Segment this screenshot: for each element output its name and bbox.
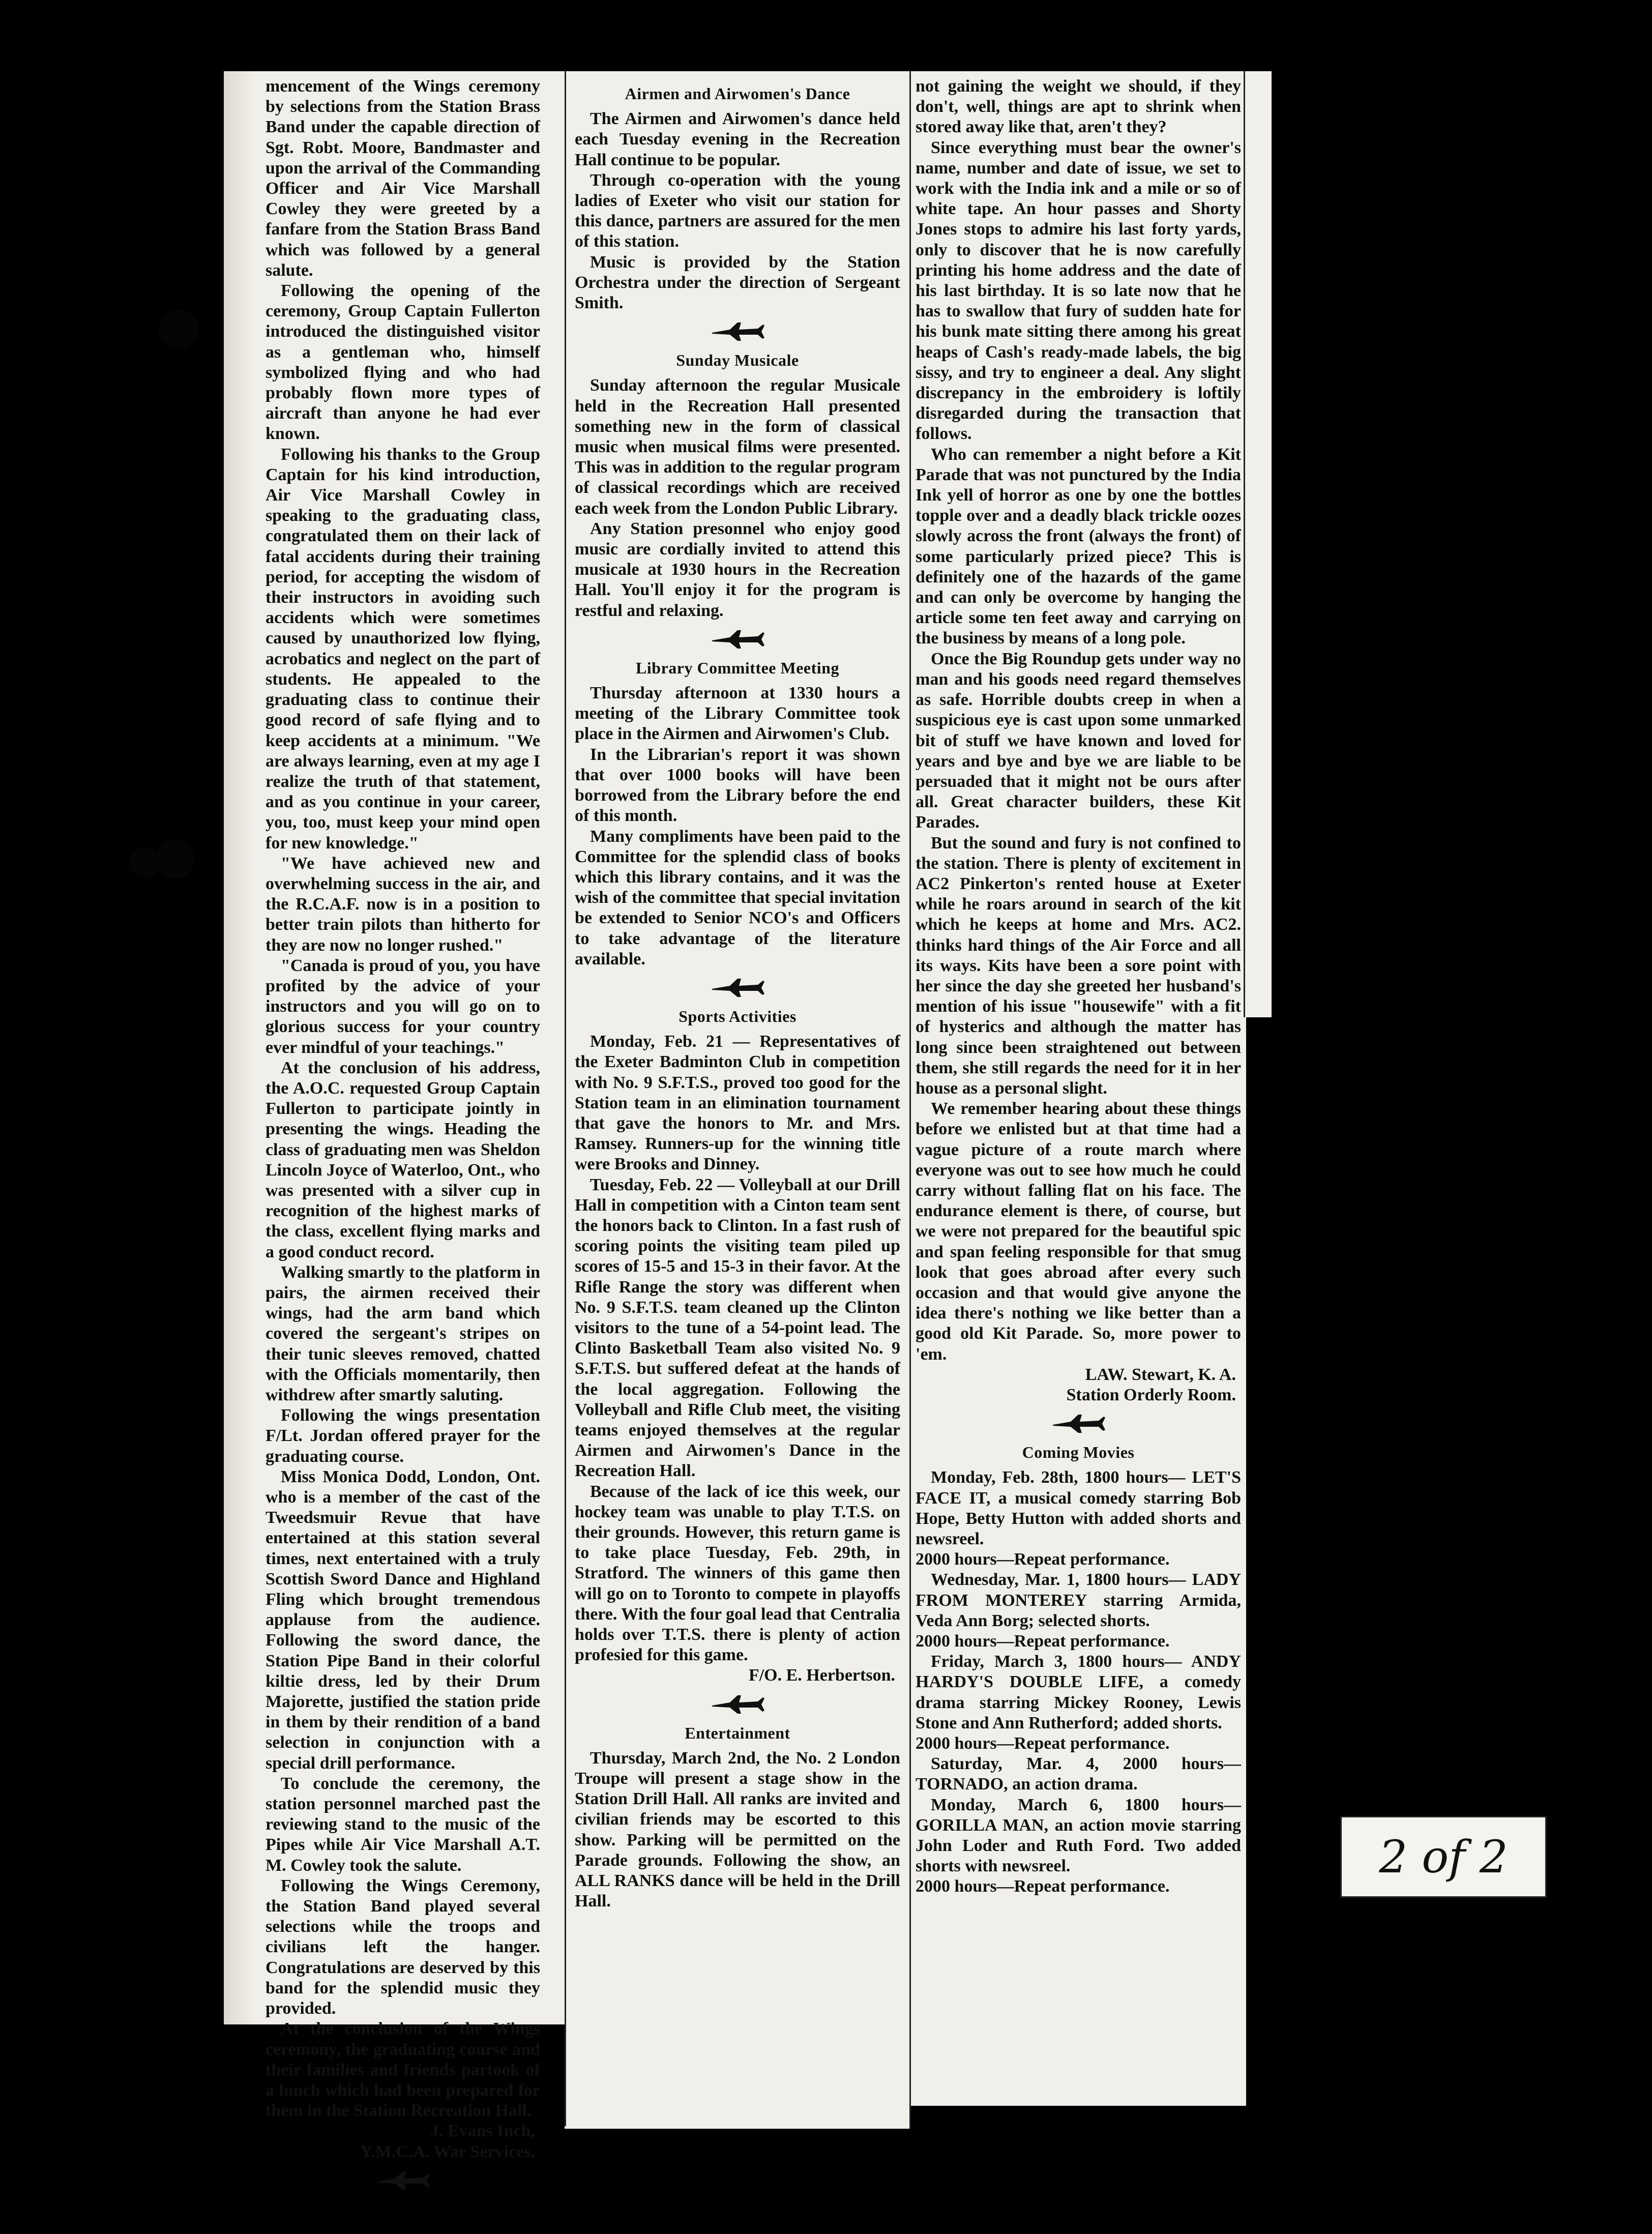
paragraph: Because of the lack of ice this week, our hockey team was unable to play T.T.S. on their grounds. However, this return game is to take place Tuesday, Feb. 29th, in Stratford. The winners of this game then will go on to Toronto to compete in playoffs there. With the four goal lead that Centralia holds over T.T.S. there is plenty of action profesied for this game.: [575, 1482, 900, 1665]
paragraph: Monday, Feb. 21 — Representatives of the Exeter Badminton Club in competition with No. 9 S.F.T.S., proved too good for the Station team in an elimination tournament that gave the honors to Mr. and Mrs. Ramsey. Runners-up for the winning title were Brooks and Dinney.: [575, 1032, 900, 1174]
airplane-icon: [710, 320, 765, 343]
column-station-news: [575, 76, 900, 1912]
paragraph: Once the Big Roundup gets under way no man and his goods need regard themselves as safe. Horrible doubts creep in when a suspicious eye is cast upon some unmarked bit of stuff we have known and loved for years and bye and bye we are liable to be persuaded that it might not be ours after all. Great character builders, these Kit Parades.: [916, 649, 1241, 832]
page-tag: 2 of 2: [1340, 1816, 1547, 1898]
movie-listing: Saturday, Mar. 4, 2000 hours— TORNADO, an action drama.: [916, 1754, 1241, 1794]
signature-name: LAW. Stewart, K. A.: [1085, 1365, 1236, 1384]
paragraph: To conclude the ceremony, the station personnel marched past the reviewing stand to the music of the Pipes while Air Vice Marshall A.T. M. Cowley took the salute.: [266, 1774, 540, 1875]
paragraph: Thursday afternoon at 1330 hours a meeting of the Library Committee took place in the Airmen and Airwomen's Club.: [575, 684, 900, 744]
airplane-icon: [710, 1693, 765, 1716]
movie-listing: 2000 hours—Repeat performance.: [916, 1632, 1170, 1651]
paragraph: Any Station presonnel who enjoy good music are cordially invited to attend this musicale at 1930 hours in the Recreation Hall. You'll enjoy it for the program is restful and relaxing.: [575, 519, 900, 620]
signature-name: F/O. E. Herbertson.: [748, 1666, 895, 1685]
signature-name: J. Evans Inch,: [430, 2122, 535, 2141]
heading-musicale: Sunday Musicale: [676, 351, 799, 370]
paragraph: Many compliments have been paid to the Committee for the splendid class of books which this library contains, and it was the wish of the committee that special invitation be extended to Senior NCO's and Officers to take advantage of the literature available.: [575, 827, 900, 968]
punch-hole: [130, 847, 160, 877]
heading-dance: Airmen and Airwomen's Dance: [625, 84, 850, 103]
paragraph: Walking smartly to the platform in pairs, the airmen received their wings, had the arm band which covered the sergeant's stripes on their tunic sleeves removed, chatted with the Officials momentarily, then withdrew after smartly saluting.: [266, 1262, 540, 1404]
paragraph: Following the wings presentation F/Lt. Jordan offered prayer for the graduating course.: [266, 1406, 540, 1466]
paragraph: Thursday, March 2nd, the No. 2 London Troupe will present a stage show in the Station Drill Hall. All ranks are invited and civilian friends may be escorted to this show. Parking will be permitted on the Parade grounds. Following the show, an ALL RANKS dance will be held in the Drill Hall.: [575, 1748, 900, 1911]
paper-shadow: [224, 71, 254, 2024]
paragraph: Following his thanks to the Group Captain for his kind introduction, Air Vice Marshall Cowley in speaking to the graduating class, congratulated them on their lack of fatal accidents during their training period, for accepting the wisdom of their instructors in avoiding such accidents which were sometimes caused by unauthorized low flying, acrobatics and neglect on the part of students. He appealed to the graduating class to continue their good record of safe flying and to keep accidents at a minimum. "We are always learning, even at my age I realize the truth of that statement, and as you continue in your career, you, too, must keep your mind open for new knowledge.": [266, 445, 540, 853]
paragraph: Music is provided by the Station Orchestra under the direction of Sergeant Smith.: [575, 252, 900, 313]
paragraph: "Canada is proud of you, you have profited by the advice of your instructors and you will go on to glorious success for your country ever mindful of your teachings.": [266, 956, 540, 1057]
column-rule: [565, 71, 566, 2126]
signature-org: Station Orderly Room.: [1066, 1386, 1236, 1404]
punch-hole: [159, 309, 198, 349]
paragraph: "We have achieved new and overwhelming success in the air, and the R.C.A.F. now is in a position to better train pilots than hitherto for they are now no longer rushed.": [266, 854, 540, 955]
movie-listing: 2000 hours—Repeat performance.: [916, 1734, 1170, 1753]
airplane-icon: [710, 977, 765, 999]
paragraph: Through co-operation with the young ladies of Exeter who visit our station for this dance, partners are assured for the men of this station.: [575, 170, 900, 251]
paragraph: Tuesday, Feb. 22 — Volleyball at our Drill Hall in competition with a Cinton team sent the honors back to Clinton. In a fast rush of scoring points the visiting team piled up scores of 15-5 and 15-3 in their favor. At the Rifle Range the story was different when No. 9 S.F.T.S. team cleaned up the Clinton visitors to the tune of a 54-point lead. The Clinto Basketball Team also visited No. 9 S.F.T.S. but suffered defeat at the hands of the local aggregation. Following the Volleyball and Rifle Club meet, the visiting teams enjoyed themselves at the regular Airmen and Airwomen's Dance in the Recreation Hall.: [575, 1175, 900, 1481]
movie-listing: Wednesday, Mar. 1, 1800 hours— LADY FROM MONTEREY starring Armida, Veda Ann Borg; selected shorts.: [916, 1570, 1241, 1630]
movie-listing: Monday, Feb. 28th, 1800 hours— LET'S FACE IT, a musical comedy starring Bob Hope, Betty Hutton with added shorts and newsreel.: [916, 1468, 1241, 1549]
airplane-icon: [710, 628, 765, 651]
paragraph: At the conclusion of the Wings ceremony, the graduating course and their families and friends partook of a lunch which had been prepared for them in the Station Recreation Hall.: [266, 2019, 540, 2121]
movie-listing: Monday, March 6, 1800 hours— GORILLA MAN, an action movie starring John Loder and Ruth Ford. Two added shorts with newsreel.: [916, 1795, 1241, 1876]
paragraph: Sunday afternoon the regular Musicale held in the Recreation Hall presented something new in the form of classical music when musical films were presented. This was in addition to the regular program of classical recordings which are received each week from the London Public Library.: [575, 376, 900, 518]
movie-listing: 2000 hours—Repeat performance.: [916, 1877, 1170, 1896]
heading-entertainment: Entertainment: [685, 1723, 790, 1742]
paragraph: The Airmen and Airwomen's dance held each Tuesday evening in the Recreation Hall continue to be popular.: [575, 109, 900, 169]
movie-listing: 2000 hours—Repeat performance.: [916, 1550, 1170, 1569]
paragraph: In the Librarian's report it was shown that over 1000 books will have been borrowed from the Library before the end of this month.: [575, 745, 900, 826]
paragraph: Following the opening of the ceremony, Group Captain Fullerton introduced the distinguished visitor as a gentleman who, himself symbolized flying and who had probably flown more types of aircraft than anyone he had ever known.: [266, 281, 540, 444]
paragraph: not gaining the weight we should, if they don't, well, things are apt to shrink when stored away like that, aren't they?: [916, 77, 1241, 137]
paragraph: We remember hearing about these things before we enlisted but at that time had a vague picture of a route march where everyone was out to see how much he could carry without falling flat on his face. The endurance element is there, of course, but we were not prepared for the beautiful spic and span feeling responsible for that smug look that goes abroad after every such occasion and that would give anyone the idea there's nothing we like better than a good old Kit Parade. So, more power to 'em.: [916, 1099, 1241, 1364]
paragraph: Who can remember a night before a Kit Parade that was not punctured by the India Ink yell of horror as one by one the bottles topple over and a deadly black trickle oozes slowly across the front (always the front) of some particularly prized piece? This is definitely one of the hazards of the game and can only be overcome by hanging the article some ten feet away and carrying on the business by means of a long pole.: [916, 445, 1241, 648]
punch-hole: [155, 839, 194, 879]
movie-listing: Friday, March 3, 1800 hours— ANDY HARDY'S DOUBLE LIFE, a comedy drama starring Mickey Rooney, Lewis Stone and Ann Rutherford; added shorts.: [916, 1652, 1241, 1732]
column-kit-parade-and-movies: [916, 76, 1241, 1897]
airplane-icon: [1050, 1413, 1106, 1435]
column-rule: [909, 71, 911, 2129]
heading-movies: Coming Movies: [1022, 1443, 1135, 1462]
signature-org: Y.M.C.A. War Services.: [360, 2142, 535, 2161]
heading-sports: Sports Activities: [678, 1007, 796, 1025]
column-wings-ceremony: [266, 76, 540, 2195]
heading-library: Library Committee Meeting: [636, 658, 839, 677]
column-rule: [1244, 71, 1245, 1017]
paragraph: Since everything must bear the owner's name, number and date of issue, we set to work with the India ink and a mile or so of white tape. An hour passes and Shorty Jones stops to admire his last forty yards, only to discover that he is now carefully printing his home address and the date of his last birthday. It is so late now that he has to swallow that fury of sudden hate for his bunk mate sitting there among his great heaps of Cash's ready-made labels, the big sissy, and try to engineer a deal. Any slight discrepancy in the embroidery is loftily disregarded during the transaction that follows.: [916, 138, 1241, 444]
paragraph: At the conclusion of his address, the A.O.C. requested Group Captain Fullerton to participate jointly in presenting the wings. Heading the class of graduating men was Sheldon Lincoln Joyce of Waterloo, Ont., who was presented with a silver cup in recognition of the highest marks of the class, excellent flying marks and a good conduct record.: [266, 1058, 540, 1261]
paragraph: Miss Monica Dodd, London, Ont. who is a member of the cast of the Tweedsmuir Revue that have entertained at this station several times, next entertained with a truly Scottish Sword Dance and Highland Fling which brought tremendous applause from the audience. Following the sword dance, the Station Pipe Band in their colorful kiltie dress, led by their Drum Majorette, justified the station pride in them by their rendition of a band selection in conjunction with a special drill performance.: [266, 1467, 540, 1773]
airplane-icon: [375, 2169, 431, 2192]
paragraph: mencement of the Wings ceremony by selections from the Station Brass Band under the capable direction of Sgt. Robt. Moore, Bandmaster and upon the arrival of the Commanding Officer and Air Vice Marshall Cowley they were greeted by a fanfare from the Station Brass Band which was followed by a general salute.: [266, 77, 540, 280]
paragraph: Following the Wings Ceremony, the Station Band played several selections while the troops and civilians left the hanger. Congratulations are deserved by this band for the splendid music they provided.: [266, 1876, 540, 2018]
paragraph: But the sound and fury is not confined to the station. There is plenty of excitement in AC2 Pinkerton's rented house at Exeter while he roars around in search of the kit which he keeps at home and Mrs. AC2. thinks hard things of the Air Force and all its ways. Kits have been a sore point with her since the day she greeted her husband's mention of his issue "housewife" with a fit of hysterics and although the matter has long since been straightened out between them, she still regards the need for it in her house as a personal slight.: [916, 833, 1241, 1098]
